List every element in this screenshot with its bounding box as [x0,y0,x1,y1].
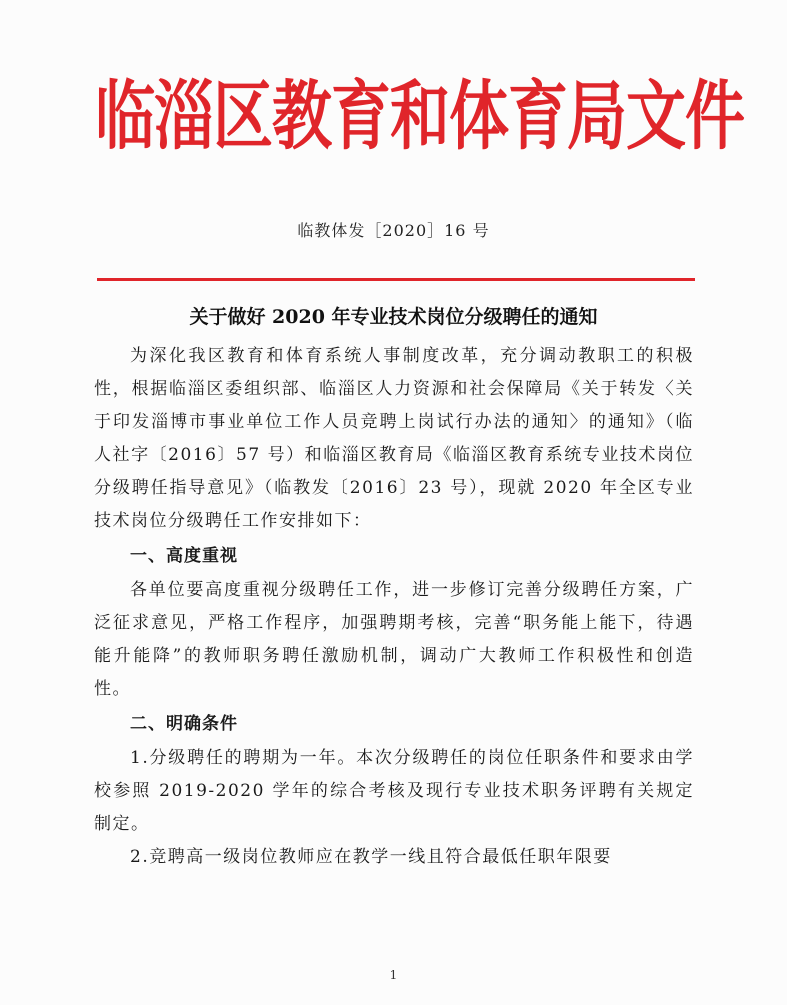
page-number: 1 [389,968,398,982]
section-2-item-2: 2.竞聘高一级岗位教师应在教学一线且符合最低任职年限要 [130,847,612,867]
section-2-item-1: 1.分级聘任的聘期为一年。本次分级聘任的岗位任职条件和要求由学校参照 2019-2020 学年的综合考核及现行专业技术职务评聘有关规定制定。 [94,748,694,834]
section-1-paragraph: 各单位要高度重视分级聘任工作，进一步修订完善分级聘任方案，广泛征求意见，严格工作程序，加强聘期考核，完善“职务能上能下，待遇能升能降”的教师职务聘任激励机制，调动广大教师工作积极性和创造性。 [94,580,694,699]
notice-title: 关于做好 2020 年专业技术岗位分级聘任的通知 [189,306,598,328]
section-heading-1: 一、高度重视 [130,546,238,566]
intro-paragraph: 为深化我区教育和体育系统人事制度改革，充分调动教职工的积极性，根据临淄区委组织部、临淄区人力资源和社会保障局《关于转发〈关于印发淄博市事业单位工作人员竞聘上岗试行办法的通知〉的通知》（临人社字〔2016〕57 号）和临淄区教育局《临淄区教育系统专业技术岗位分级聘任指导意见》（临教发〔2016〕23 号），现就 2020 年全区专业技术岗位分级聘任工作安排如下： [94,346,694,531]
document-body [94,340,694,874]
red-separator-line [97,278,695,281]
issuing-authority-title: 临淄区教育和体育局文件 [95,73,744,161]
section-heading-2: 二、明确条件 [130,714,238,734]
document-number: 临教体发［2020］16 号 [297,221,490,240]
